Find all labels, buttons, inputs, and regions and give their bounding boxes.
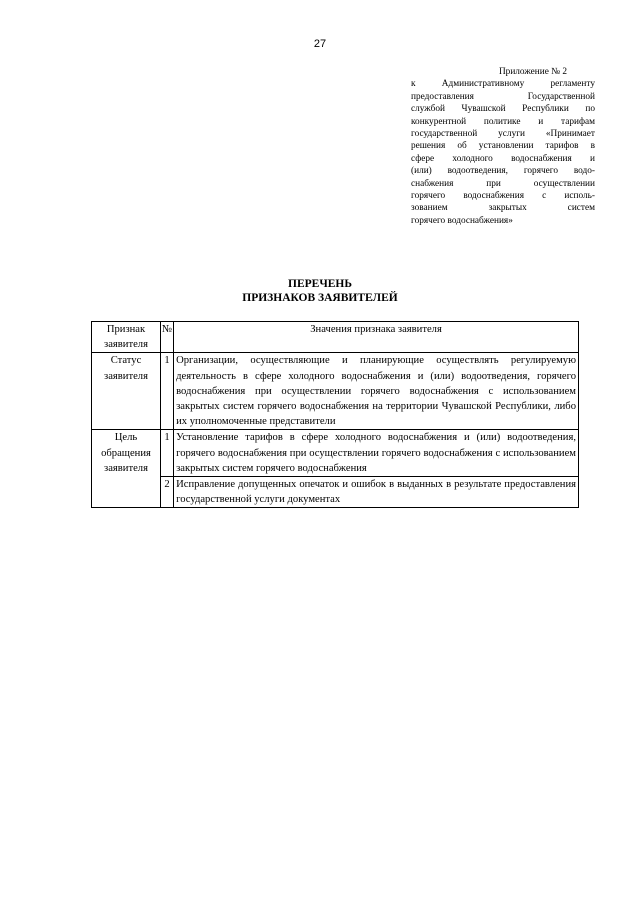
page-number: 27 <box>313 38 327 50</box>
row-number: 1 <box>161 353 174 430</box>
appendix-line: (или) водоотведения, горячего водо- <box>411 166 595 177</box>
appendix-line: решения об установлении тарифов в <box>411 141 595 152</box>
row-attribute: Цель обращения заявителя <box>92 430 161 508</box>
document-title-line2: ПРИЗНАКОВ ЗАЯВИТЕЛЕЙ <box>242 292 398 304</box>
appendix-line: снабжения при осуществлении <box>411 178 595 189</box>
table-row <box>92 353 579 430</box>
appendix-line: конкурентной политике и тарифам <box>411 116 595 127</box>
appendix-line: службой Чувашской Республики по <box>411 104 595 115</box>
table-row <box>92 477 579 508</box>
appendix-line: горячего водоснабжения» <box>411 215 513 226</box>
appendix-header <box>411 66 595 227</box>
header-attribute: Признак заявителя <box>92 322 161 353</box>
appendix-line: горячего водоснабжения с исполь- <box>411 191 595 202</box>
table-header-row <box>92 322 579 353</box>
row-attribute: Статус заявителя <box>92 353 161 430</box>
appendix-line: предоставления Государственной <box>411 91 595 102</box>
header-number: № <box>161 322 174 353</box>
row-number: 2 <box>161 477 174 508</box>
header-values: Значения признака заявителя <box>174 322 579 353</box>
appendix-line: зованием закрытых систем <box>411 203 595 214</box>
row-value: Организации, осуществляющие и планирующие осуществлять регулируемую деятельность в сфере холодного водоснабжения и (или) водоотведения, горячего водоснабжения при осуществлении горячего водоснабжения с использованием закрытых систем горячего водоснабжения на территории Чувашской Республики, либо их уполномоченные представители <box>174 353 579 430</box>
row-value: Установление тарифов в сфере холодного водоснабжения и (или) водоотведения, горячего водоснабжения при осуществлении горячего водоснабжения с использованием закрытых систем горячего водоснабжения <box>174 430 579 477</box>
applicant-criteria-table <box>91 321 579 508</box>
appendix-line: сфере холодного водоснабжения и <box>411 153 595 164</box>
document-title-line1: ПЕРЕЧЕНЬ <box>288 278 352 290</box>
row-value: Исправление допущенных опечаток и ошибок в выданных в результате предоставления государственной услуги документах <box>174 477 579 508</box>
appendix-line: государственной услуги «Принимает <box>411 129 595 140</box>
row-number: 1 <box>161 430 174 477</box>
appendix-title: Приложение № 2 <box>498 67 568 77</box>
document-title <box>0 277 640 305</box>
appendix-line: к Административному регламенту <box>411 79 595 90</box>
table-row <box>92 430 579 477</box>
